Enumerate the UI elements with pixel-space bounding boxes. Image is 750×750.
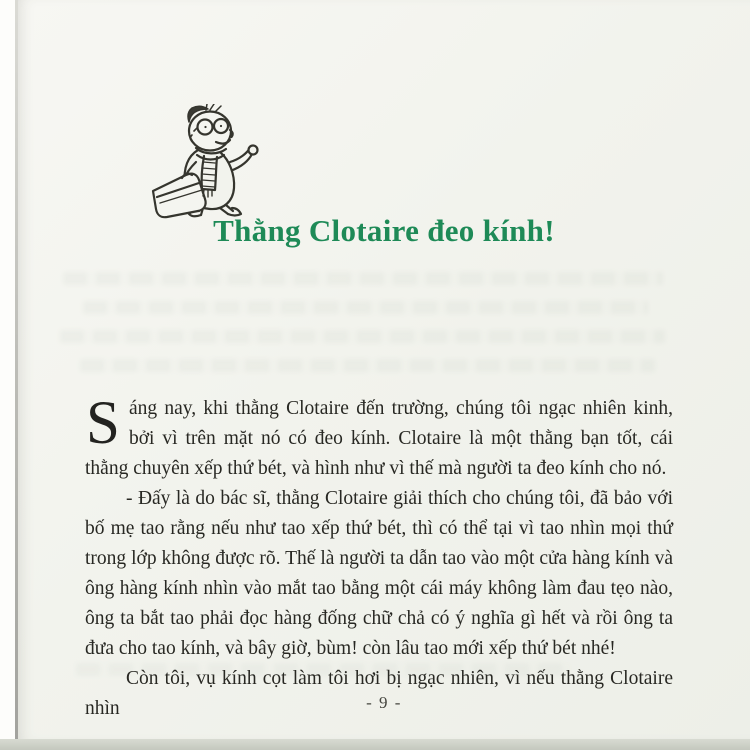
page-number: - 9 - bbox=[366, 693, 402, 712]
paragraph-opening bbox=[85, 390, 673, 484]
show-through-text bbox=[80, 359, 655, 372]
chapter-title: Thằng Clotaire đeo kính! bbox=[213, 213, 555, 248]
paragraph-narration: Còn tôi, vụ kính cọt làm tôi hơi bị ngạc nhiên, vì nếu thằng Clotaire nhìn bbox=[85, 668, 673, 719]
boy-with-satchel-drawing bbox=[146, 104, 284, 222]
drop-cap: S bbox=[86, 390, 120, 457]
paragraph-text: áng nay, khi thằng Clotaire đến trường, chúng tôi ngạc nhiên kinh, bởi vì trên mặt nó có đeo kính. Clotaire là một thằng bạn tốt, cái thằng chuyên xếp thứ bét, và hình như vì thế mà người ta đeo kính cho nó. bbox=[85, 398, 673, 479]
show-through-text bbox=[63, 272, 663, 285]
scan-left-edge bbox=[0, 0, 16, 750]
paragraph-dialogue: - Đấy là do bác sĩ, thằng Clotaire giải thích cho chúng tôi, đã bảo với bố mẹ tao rằng nếu như tao xếp thứ bét, thì có thể tại vì tao nhìn mọi thứ trong lớp không được rõ. Thế là người ta dẫn tao vào một cửa hàng kính và ông hàng kính nhìn vào mắt tao bằng một cái máy không làm đau tẹo nào, ông ta bắt tao phải đọc hàng đống chữ chả có ý nghĩa gì hết và rồi ông ta đưa cho tao kính, và bây giờ, bùm! còn lâu tao mới xếp thứ bét nhé! bbox=[85, 488, 673, 659]
scan-bottom-edge bbox=[0, 739, 750, 750]
book-page bbox=[18, 0, 750, 740]
clotaire-illustration bbox=[146, 104, 284, 222]
show-through-text bbox=[60, 330, 665, 343]
page-edge-line bbox=[15, 0, 18, 742]
show-through-text bbox=[83, 301, 648, 314]
body-text bbox=[85, 390, 673, 724]
